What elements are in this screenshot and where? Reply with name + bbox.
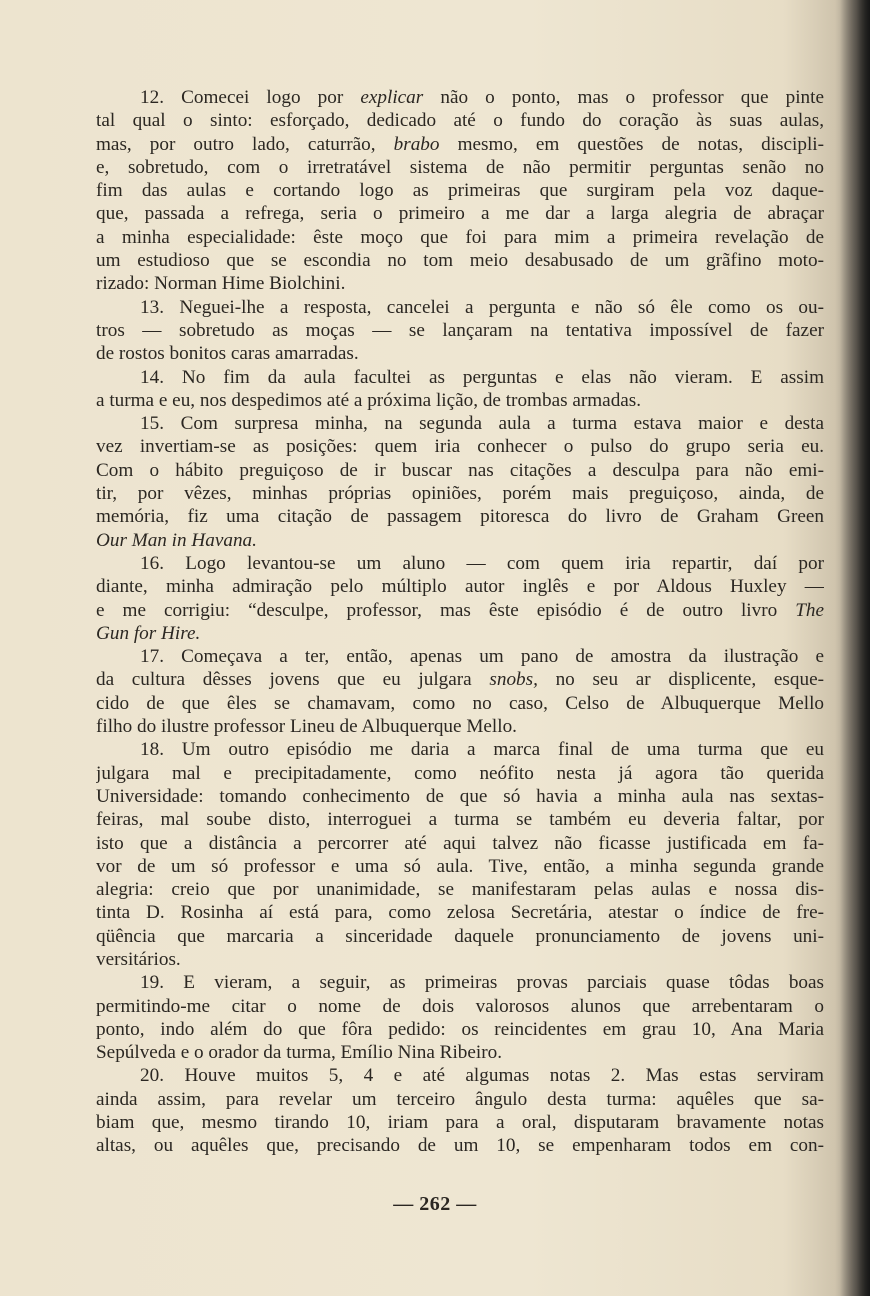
text-run: tros — sobretudo as moças — se lançaram na tentativa impossível de fazer bbox=[96, 319, 824, 341]
italic-run: brabo bbox=[393, 133, 440, 155]
text-line bbox=[96, 272, 824, 295]
italic-run: Our Man in Havana. bbox=[96, 529, 257, 551]
text-run: mesmo, em questões de notas, discipli- bbox=[439, 133, 824, 155]
text-run: vor de um só professor e uma só aula. Tive, então, a minha segunda grande bbox=[96, 855, 824, 877]
text-run: e, sobretudo, com o irretratável sistema de não permitir perguntas senão no bbox=[96, 156, 824, 178]
text-line bbox=[96, 855, 824, 878]
text-run: a turma e eu, nos despedimos até a próxima lição, de trombas armadas. bbox=[96, 389, 642, 411]
text-run: de rostos bonitos caras amarradas. bbox=[96, 343, 359, 365]
text-line bbox=[96, 342, 824, 365]
text-run: alegria: creio que por unanimidade, se manifestaram pelas aulas e nossa dis- bbox=[96, 879, 824, 901]
text-line bbox=[96, 179, 824, 202]
text-run: tinta D. Rosinha aí está para, como zelosa Secretária, atestar o índice de fre- bbox=[96, 902, 824, 924]
text-line bbox=[96, 832, 824, 855]
text-run: ainda assim, para revelar um terceiro ângulo desta turma: aquêles que sa- bbox=[96, 1088, 824, 1110]
text-run: mas, por outro lado, caturrão, bbox=[96, 133, 394, 155]
italic-run: snobs, bbox=[489, 669, 538, 691]
text-line bbox=[96, 435, 824, 458]
text-run: qüência que marcaria a sinceridade daquele pronunciamento de jovens uni- bbox=[96, 925, 824, 947]
text-line bbox=[96, 1134, 824, 1157]
text-run: 16. Logo levantou-se um aluno — com quem iria repartir, daí por bbox=[140, 552, 824, 574]
italic-run: explicar bbox=[360, 87, 424, 108]
text-run: a minha especialidade: êste moço que foi para mim a primeira revelação de bbox=[96, 226, 824, 248]
text-run: 17. Começava a ter, então, apenas um pano de amostra da ilustração e bbox=[140, 646, 824, 668]
text-run: memória, fiz uma citação de passagem pitoresca do livro de Graham Green bbox=[96, 506, 824, 528]
text-run: diante, minha admiração pelo múltiplo autor inglês e por Aldous Huxley — bbox=[96, 576, 824, 598]
text-run: 19. E vieram, a seguir, as primeiras provas parciais quase tôdas boas bbox=[140, 972, 824, 994]
text-line bbox=[96, 599, 824, 622]
text-line bbox=[96, 738, 824, 761]
text-run: 13. Neguei-lhe a resposta, cancelei a pergunta e não só êle como os ou- bbox=[140, 296, 824, 318]
text-run: da cultura dêsses jovens que eu julgara bbox=[96, 669, 490, 691]
text-run: que, passada a refrega, seria o primeiro a me dar a larga alegria de abraçar bbox=[96, 203, 824, 225]
text-line bbox=[96, 645, 824, 668]
binding-edge-shadow bbox=[840, 0, 870, 1296]
text-line bbox=[96, 948, 824, 971]
text-line bbox=[96, 1088, 824, 1111]
text-run: tir, por vêzes, minhas próprias opiniões, porém mais preguiçoso, ainda, de bbox=[96, 483, 824, 505]
text-run: vez invertiam-se as posições: quem iria conhecer o pulso do grupo seria eu. bbox=[96, 436, 824, 458]
text-run: cido de que êles se chamavam, como no caso, Celso de Albuquerque Mello bbox=[96, 692, 824, 714]
text-line bbox=[96, 901, 824, 924]
text-line bbox=[96, 1018, 824, 1041]
text-run: e me corrigiu: “desculpe, professor, mas êste episódio é de outro livro bbox=[96, 599, 796, 621]
text-run: ponto, indo além do que fôra pedido: os reincidentes em grau 10, Ana Maria bbox=[96, 1018, 824, 1040]
text-line bbox=[96, 133, 824, 156]
text-line bbox=[96, 878, 824, 901]
text-line bbox=[96, 622, 824, 645]
text-line bbox=[96, 505, 824, 528]
text-line bbox=[96, 715, 824, 738]
text-run: feiras, mal soube disto, interroguei a turma se também eu deveria faltar, por bbox=[96, 809, 824, 831]
text-line bbox=[96, 109, 824, 132]
italic-run: The bbox=[795, 599, 824, 621]
text-run: versitários. bbox=[96, 948, 181, 970]
text-run: biam que, mesmo tirando 10, iriam para a oral, disputaram bravamente notas bbox=[96, 1112, 824, 1134]
text-run: Universidade: tomando conhecimento de que só havia a minha aula nas sextas- bbox=[96, 785, 824, 807]
text-line bbox=[96, 86, 824, 109]
text-run: rizado: Norman Hime Biolchini. bbox=[96, 273, 346, 295]
text-line bbox=[96, 529, 824, 552]
text-run: Com o hábito preguiçoso de ir buscar nas citações a desculpa para não emi- bbox=[96, 459, 824, 481]
text-line bbox=[96, 319, 824, 342]
text-run: julgara mal e precipitadamente, como neófito nesta já agora tão querida bbox=[96, 762, 824, 784]
text-line bbox=[96, 389, 824, 412]
italic-run: Gun for Hire. bbox=[96, 622, 201, 644]
text-run: 14. No fim da aula facultei as perguntas e elas não vieram. E assim bbox=[140, 366, 824, 388]
text-line bbox=[96, 459, 824, 482]
text-run: fim das aulas e cortando logo as primeiras que surgiram pela voz daque- bbox=[96, 180, 824, 202]
text-line bbox=[96, 1041, 824, 1064]
text-line bbox=[96, 156, 824, 179]
text-line bbox=[96, 1111, 824, 1134]
text-line bbox=[96, 249, 824, 272]
text-line bbox=[96, 226, 824, 249]
text-line bbox=[96, 575, 824, 598]
text-run: filho do ilustre professor Lineu de Albuquerque Mello. bbox=[96, 716, 517, 738]
text-run: no seu ar displicente, esque- bbox=[537, 669, 824, 691]
text-line bbox=[96, 202, 824, 225]
text-run: um estudioso que se escondia no tom meio desabusado de um grãfino moto- bbox=[96, 250, 824, 272]
text-run: permitindo-me citar o nome de dois valorosos alunos que arrebentaram o bbox=[96, 995, 824, 1017]
text-line bbox=[96, 1064, 824, 1087]
text-run: 15. Com surpresa minha, na segunda aula a turma estava maior e desta bbox=[140, 413, 824, 435]
page-number: — 262 — bbox=[393, 1193, 477, 1215]
text-line bbox=[96, 296, 824, 319]
text-line bbox=[96, 692, 824, 715]
text-run: altas, ou aquêles que, precisando de um 10, se empenharam todos em con- bbox=[96, 1135, 824, 1157]
text-line bbox=[96, 995, 824, 1018]
body-text bbox=[96, 86, 824, 1158]
text-line bbox=[96, 552, 824, 575]
text-line bbox=[96, 808, 824, 831]
text-line bbox=[96, 412, 824, 435]
text-run: 12. Comecei logo por bbox=[140, 87, 361, 108]
text-line bbox=[96, 925, 824, 948]
text-run: 20. Houve muitos 5, 4 e até algumas notas 2. Mas estas serviram bbox=[140, 1065, 824, 1087]
text-line bbox=[96, 482, 824, 505]
text-line bbox=[96, 785, 824, 808]
text-run: Sepúlveda e o orador da turma, Emílio Nina Ribeiro. bbox=[96, 1042, 503, 1064]
text-line bbox=[96, 971, 824, 994]
text-line bbox=[96, 366, 824, 389]
text-run: tal qual o sinto: esforçado, dedicado até o fundo do coração às suas aulas, bbox=[96, 110, 824, 132]
text-run: isto que a distância a percorrer até aqui talvez não ficasse justificada em fa- bbox=[96, 832, 824, 854]
text-line bbox=[96, 762, 824, 785]
text-line bbox=[96, 668, 824, 691]
text-run: não o ponto, mas o professor que pinte bbox=[423, 87, 824, 108]
text-run: 18. Um outro episódio me daria a marca final de uma turma que eu bbox=[140, 739, 824, 761]
